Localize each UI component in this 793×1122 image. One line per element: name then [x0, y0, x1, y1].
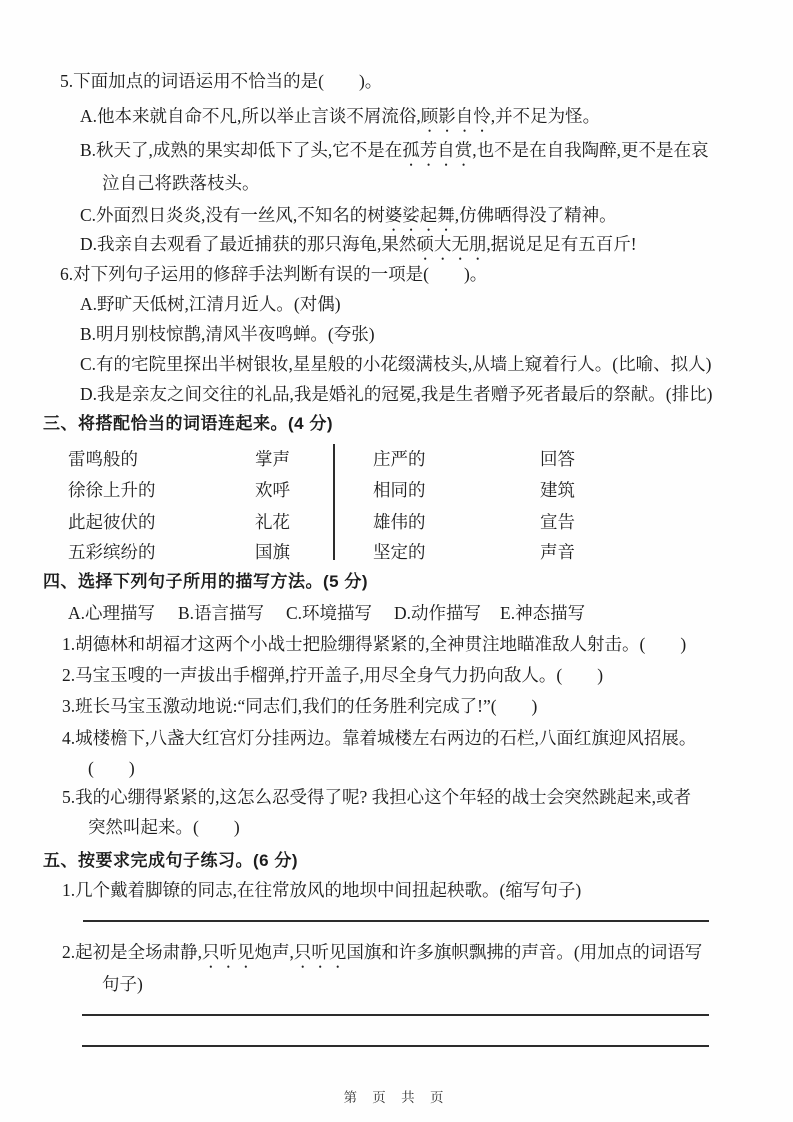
match-left-noun: 礼花 [255, 512, 290, 532]
s4-item-3: 3.班长马宝玉激动地说:“同志们,我们的任务胜利完成了!”( ) [62, 696, 538, 716]
match-right-noun: 声音 [540, 542, 575, 562]
text-segment: ,据说足足有五百斤! [486, 234, 637, 254]
match-right-modifier: 雄伟的 [373, 512, 426, 532]
answer-line [82, 1014, 709, 1016]
text-segment: B.秋天了,成熟的果实却低下了头,它不是在 [80, 140, 403, 160]
text-segment: ,仿佛晒得没了精神。 [454, 205, 617, 225]
q6-option-b: B.明月别枝惊鹊,清风半夜鸣蝉。(夸张) [80, 324, 375, 344]
q5-option-b-line2: 泣自己将跌落枝头。 [102, 173, 260, 193]
s4-choice-c: C.环境描写 [286, 603, 373, 623]
page-footer: 第 页 共 页 [343, 1090, 450, 1105]
match-right-noun: 回答 [540, 449, 575, 469]
match-right-noun: 宣告 [540, 512, 575, 532]
q5-option-d [80, 233, 637, 264]
s4-item-4-line2: ( ) [88, 758, 135, 778]
text-segment: A.他本来就自命不凡,所以举止言谈不屑流俗, [80, 106, 421, 126]
s4-item-1: 1.胡德林和胡福才这两个小战士把脸绷得紧紧的,全神贯注地瞄准敌人射击。( ) [62, 634, 687, 654]
q6-title: 6.对下列句子运用的修辞手法判断有误的一项是( )。 [60, 264, 488, 284]
section3-title: 三、将搭配恰当的词语连起来。(4 分) [43, 414, 333, 433]
s4-item-5-line2: 突然叫起来。( ) [88, 817, 240, 837]
s4-item-2: 2.马宝玉嗖的一声拔出手榴弹,拧开盖子,用尽全身气力扔向敌人。( ) [62, 665, 604, 685]
emphasized-words: 顾影自怜 [420, 106, 491, 126]
match-left-modifier: 五彩缤纷的 [68, 542, 156, 562]
text-segment: ,并不足为怪。 [490, 106, 601, 126]
answer-line [82, 1045, 709, 1047]
matching-divider [333, 444, 335, 560]
emphasized-words: 硕大无朋 [416, 234, 487, 254]
section4-title: 四、选择下列句子所用的描写方法。(5 分) [43, 572, 368, 591]
text-segment: C.外面烈日炎炎,没有一丝风,不知名的树 [80, 205, 385, 225]
match-left-noun: 欢呼 [255, 480, 290, 500]
text-segment: 国旗和许多旗帜飘拂的声音。(用加点的词语写 [346, 942, 703, 962]
match-right-modifier: 相同的 [373, 480, 426, 500]
text-segment: 2.起初是全场肃静, [62, 942, 202, 962]
q5-option-c [80, 204, 617, 235]
match-right-modifier: 庄严的 [373, 449, 426, 469]
match-left-modifier: 此起彼伏的 [68, 512, 156, 532]
s4-item-5-line1: 5.我的心绷得紧紧的,这怎么忍受得了呢? 我担心这个年轻的战士会突然跳起来,或者 [62, 787, 692, 807]
text-segment: 炮声, [254, 942, 294, 962]
q5-option-a [80, 105, 600, 136]
match-right-modifier: 坚定的 [373, 542, 426, 562]
match-left-modifier: 徐徐上升的 [68, 480, 156, 500]
s4-choice-a: A.心理描写 [68, 603, 156, 623]
s4-choice-d: D.动作描写 [394, 603, 482, 623]
emphasized-words: 孤芳自赏 [402, 140, 473, 160]
section5-title: 五、按要求完成句子练习。(6 分) [43, 851, 298, 870]
q6-option-d: D.我是亲友之间交往的礼品,我是婚礼的冠冕,我是生者赠予死者最后的祭献。(排比) [80, 384, 713, 404]
s5-item-2-line1 [62, 941, 702, 972]
s4-item-4-line1: 4.城楼檐下,八盏大红宫灯分挂两边。靠着城楼左右两边的石栏,八面红旗迎风招展。 [62, 728, 697, 748]
q5-title: 5.下面加点的词语运用不恰当的是( )。 [60, 71, 383, 91]
s5-item-1: 1.几个戴着脚镣的同志,在往常放风的地坝中间扭起秧歌。(缩写句子) [62, 880, 582, 900]
emphasized-words: 只听见 [202, 942, 255, 962]
emphasized-words: 只听见 [293, 942, 347, 962]
text-segment: D.我亲自去观看了最近捕获的那只海龟,果然 [80, 234, 417, 254]
s5-item-2-line2: 句子) [102, 974, 143, 994]
q6-option-c: C.有的宅院里探出半树银妆,星星般的小花缀满枝头,从墙上窥着行人。(比喻、拟人) [80, 354, 712, 374]
match-left-modifier: 雷鸣般的 [68, 449, 138, 469]
match-left-noun: 掌声 [255, 449, 290, 469]
s4-choice-e: E.神态描写 [500, 603, 586, 623]
q6-option-a: A.野旷天低树,江清月近人。(对偶) [80, 294, 341, 314]
text-segment: ,也不是在自我陶醉,更不是在哀 [472, 140, 709, 160]
s4-choice-b: B.语言描写 [178, 603, 265, 623]
q5-option-b-line1 [80, 139, 709, 170]
match-left-noun: 国旗 [255, 542, 290, 562]
emphasized-words: 婆娑起舞 [384, 205, 455, 225]
answer-line [83, 920, 709, 922]
match-right-noun: 建筑 [540, 480, 575, 500]
